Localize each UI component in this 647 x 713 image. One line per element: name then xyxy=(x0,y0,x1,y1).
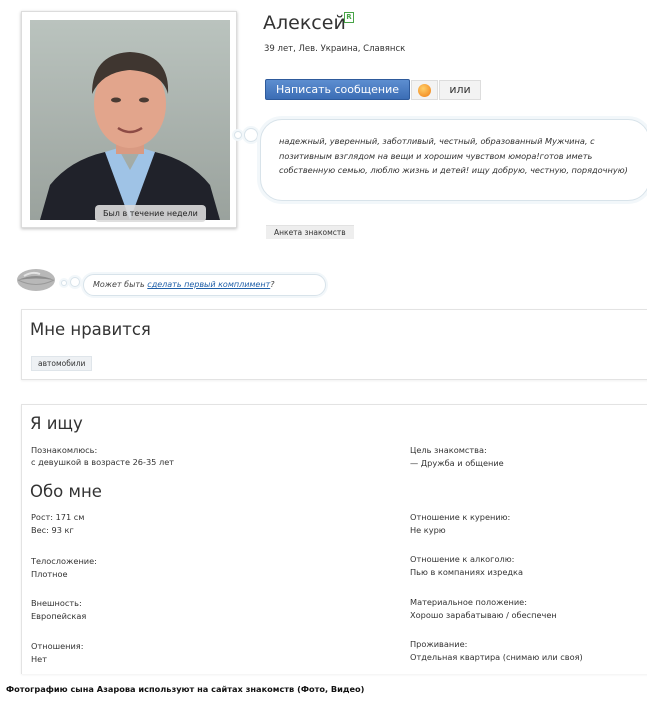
lips-icon xyxy=(16,267,56,293)
goal-value: — Дружба и общение xyxy=(410,458,504,468)
relations-value: Нет xyxy=(31,654,47,664)
profile-tab[interactable]: Анкета знакомств xyxy=(266,225,354,239)
smoking-label: Отношение к курению: xyxy=(410,512,511,522)
first-compliment-link[interactable]: сделать первый комплимент xyxy=(147,280,271,289)
gift-icon xyxy=(418,84,431,97)
about-text: надежный, уверенный, заботливый, честный, образованный Мужчина, с позитивным взглядом на вещи и хорошим чувством юмора!готов иметь собственную семью, люблю жизнь и детей! ищу добрую, честную, порядочную) xyxy=(279,136,628,175)
living-label: Проживание: xyxy=(410,639,468,649)
search-title: Я ищу xyxy=(30,414,83,433)
profile-photo-image xyxy=(30,20,230,220)
search-panel xyxy=(21,404,647,674)
about-title: Обо мне xyxy=(30,482,102,501)
profile-name: Алексей xyxy=(263,12,346,34)
weight-value: Вес: 93 кг xyxy=(31,525,74,535)
alcohol-label: Отношение к алкоголю: xyxy=(410,554,515,564)
online-status-badge: Был в течение недели xyxy=(95,205,206,222)
meet-value: с девушкой в возрасте 26-35 лет xyxy=(31,457,175,467)
cloud-bubble-small xyxy=(234,131,242,139)
relations-label: Отношения: xyxy=(31,641,84,651)
write-message-button[interactable]: Написать сообщение xyxy=(265,79,410,100)
interest-tag[interactable]: автомобили xyxy=(31,356,92,371)
build-value: Плотное xyxy=(31,569,68,579)
meet-label: Познакомлюсь: xyxy=(31,445,98,455)
compliment-bubble-small xyxy=(61,280,67,286)
profile-photo[interactable] xyxy=(30,20,230,220)
profile-photo-frame[interactable] xyxy=(21,11,237,228)
image-caption: Фотографию сына Азарова используют на сайтах знакомств (Фото, Видео) xyxy=(6,684,365,694)
likes-title: Мне нравится xyxy=(30,320,151,339)
cloud-bubble-medium xyxy=(244,128,258,142)
build-label: Телосложение: xyxy=(31,556,97,566)
compliment-suffix: ? xyxy=(270,280,275,289)
compliment-bubble-medium xyxy=(70,277,80,287)
alcohol-value: Пью в компаниях изредка xyxy=(410,567,523,577)
finance-label: Материальное положение: xyxy=(410,597,527,607)
profile-details: 39 лет, Лев. Украина, Славянск xyxy=(264,44,406,54)
or-button[interactable]: или xyxy=(439,80,481,100)
appearance-label: Внешность: xyxy=(31,598,82,608)
compliment-text xyxy=(93,280,275,289)
gift-button[interactable] xyxy=(411,80,438,100)
finance-value: Хорошо зарабатываю / обеспечен xyxy=(410,610,557,620)
goal-label: Цель знакомства: xyxy=(410,445,487,455)
appearance-value: Европейская xyxy=(31,611,87,621)
living-value: Отдельная квартира (снимаю или своя) xyxy=(410,652,583,662)
height-value: Рост: 171 см xyxy=(31,512,85,522)
compliment-prefix: Может быть xyxy=(93,280,148,289)
verified-icon: R xyxy=(344,12,354,23)
smoking-value: Не курю xyxy=(410,525,446,535)
